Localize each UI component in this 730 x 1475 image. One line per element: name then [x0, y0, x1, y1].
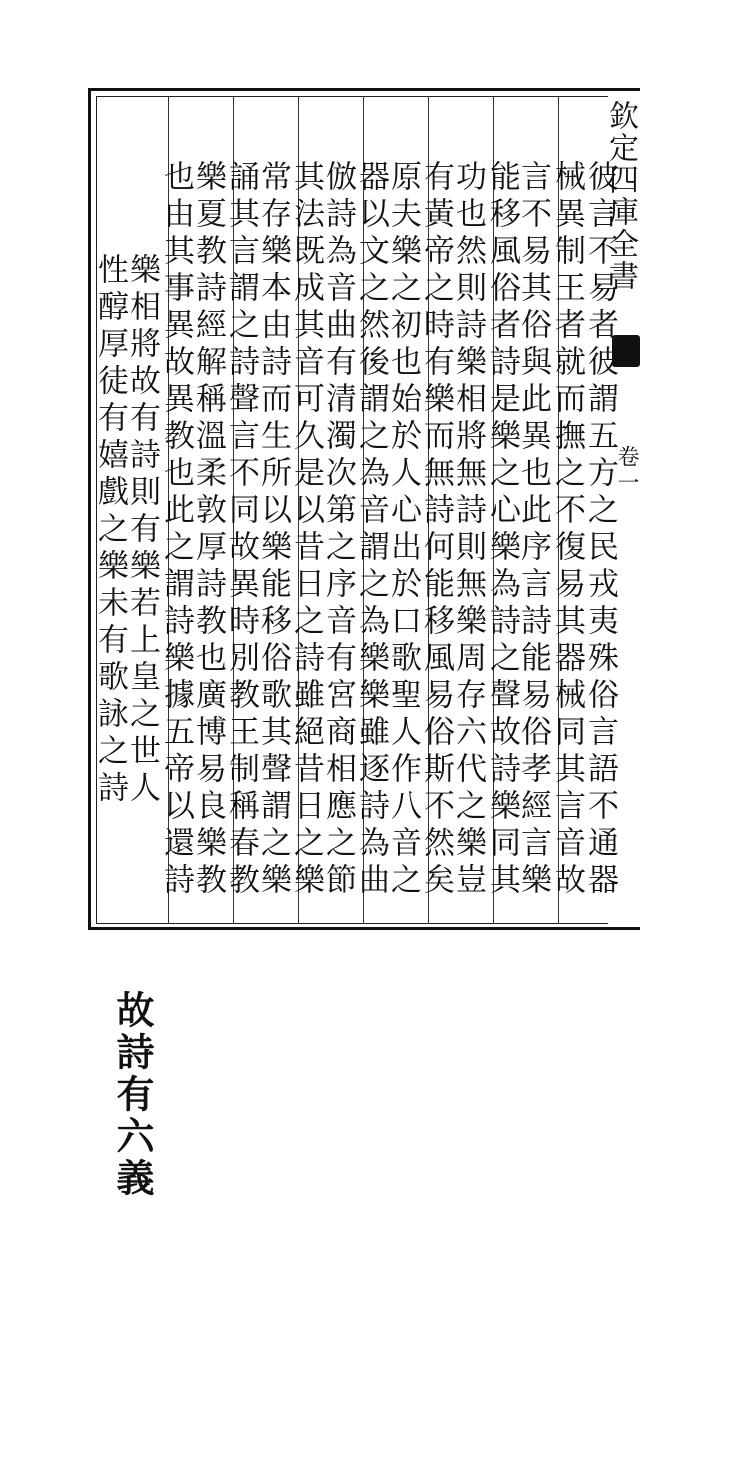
- text-column: 常存樂本由詩而生所以樂能移俗歌其聲謂之樂: [255, 160, 291, 900]
- text-column: 樂夏教詩經解稱溫柔敦厚詩教也廣博易良樂教: [190, 160, 226, 900]
- text-column: 其法既成其音可久是以昔日之詩雖絕昔日之樂: [288, 160, 324, 900]
- text-column: 有黃帝之時有樂而無詩何能移風易俗斯不然矣: [418, 160, 454, 900]
- text-column: 樂相將故有詩則有樂若上皇之世人: [124, 252, 160, 808]
- text-column: 原夫樂之初也始於人心出於口歌聖人作八音之: [385, 160, 421, 900]
- section-heading: 故詩有六義: [110, 990, 155, 1200]
- book-title: 欽定四庫全書: [603, 100, 638, 292]
- text-column: 性醇厚徒有嬉戲之樂未有歌詠之詩: [92, 252, 128, 808]
- text-column: 功也然則詩樂相將無詩則無樂周存六代之樂豈: [450, 160, 486, 900]
- text-column: 械異制王者就而撫之不復易其器械同其言音故: [549, 160, 585, 900]
- text-column: 也由其事異故異教也此之謂詩樂據五帝以還詩: [158, 160, 194, 900]
- text-column: 彼言不易者彼謂五方之民戎夷殊俗言語不通器: [582, 160, 618, 900]
- text-column: 誦其言謂之詩聲言不同故異時別教王制稱春教: [223, 160, 259, 900]
- volume-label: 卷一: [614, 445, 639, 497]
- text-column: 能移風俗者詩是樂之心樂為詩之聲故詩樂同其: [484, 160, 520, 900]
- text-column: 言不易其俗與此異也此序言詩能易俗孝經言樂: [515, 160, 551, 900]
- text-column: 倣詩為音曲有清濁次第之序音有宮商相應之節: [320, 160, 356, 900]
- text-column: 器以文之然後謂之為音謂之為樂樂雖逐詩為曲: [353, 160, 389, 900]
